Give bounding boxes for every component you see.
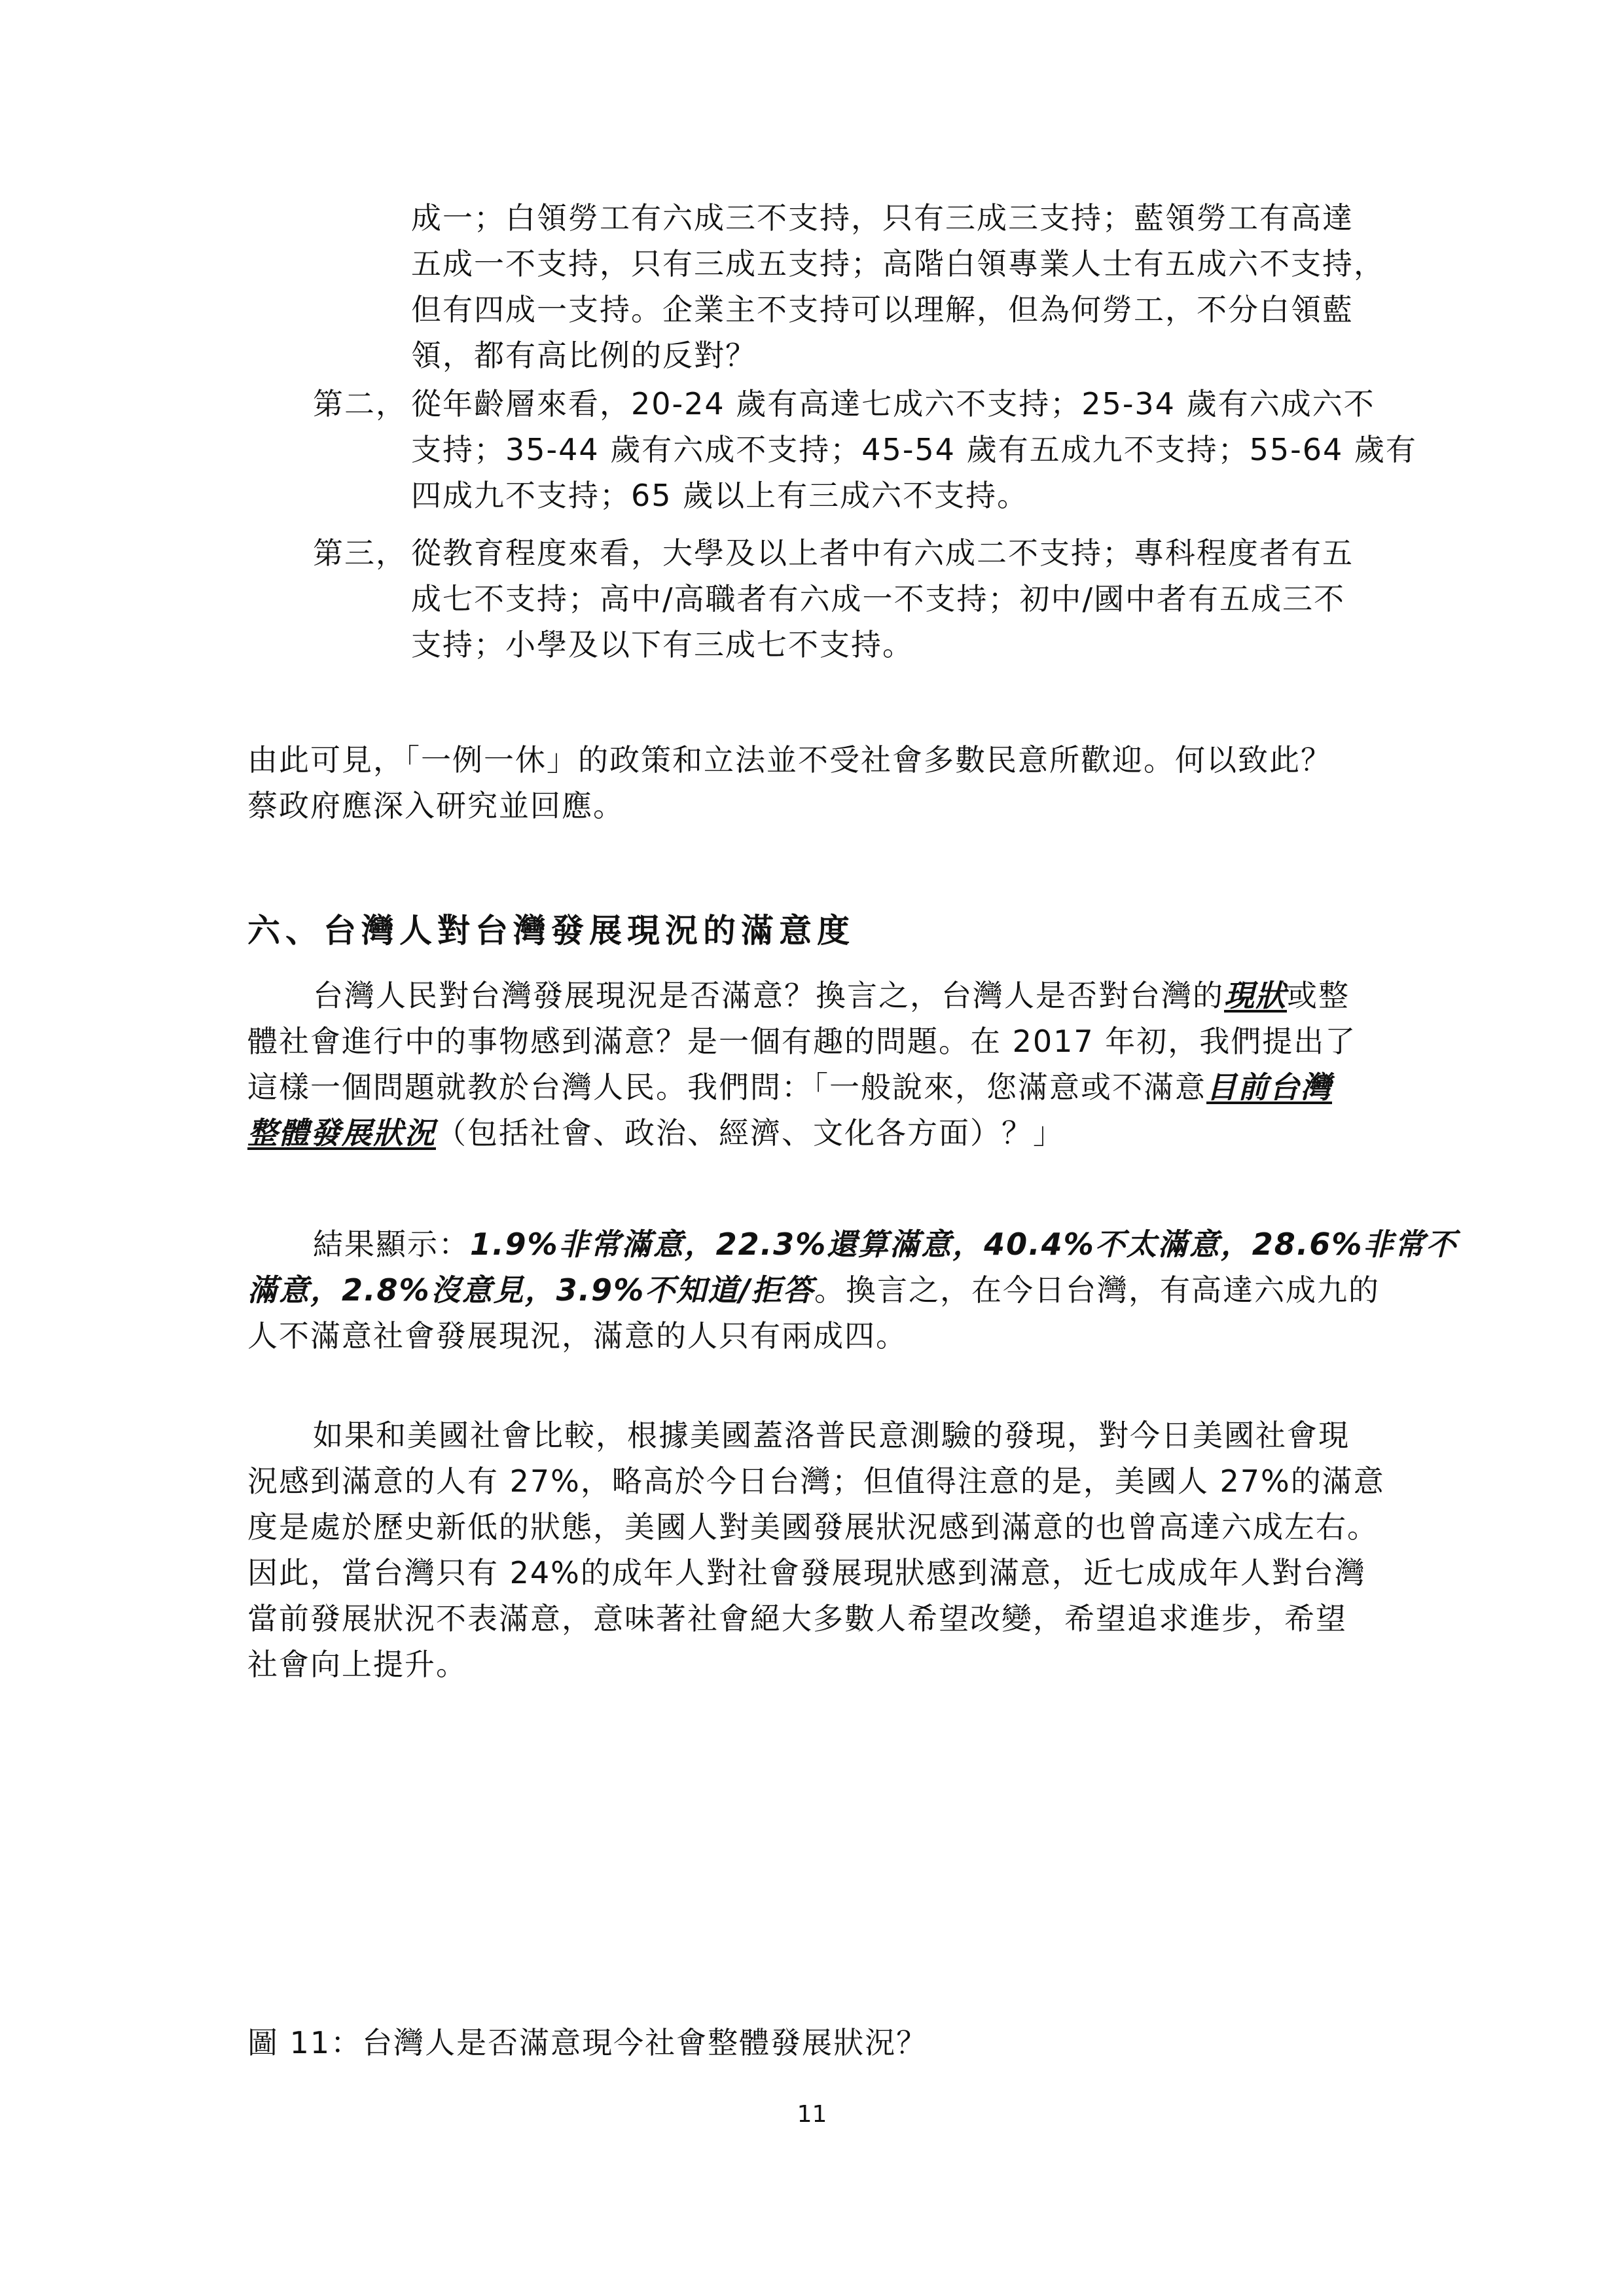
text-line — [313, 530, 1354, 576]
text-segment: 。換言之，在今日台灣，有高達六成九的 — [814, 1272, 1380, 1308]
list-item-continuation — [411, 195, 1385, 378]
text-segment: 從年齡層來看，20-24 歲有高達七成六不支持；25-34 歲有六成六不 — [411, 386, 1375, 422]
section-heading: 六、台灣人對台灣發展現況的滿意度 — [247, 912, 855, 950]
list-item-education — [313, 530, 1354, 668]
page-number: 11 — [797, 2101, 827, 2128]
comparison-paragraph — [247, 1412, 1385, 1687]
text-line — [247, 973, 1356, 1018]
emphasis-text: 目前台灣 — [1206, 1069, 1332, 1105]
text-line: 由此可見，「一例一休」的政策和立法並不受社會多數民意所歡迎。何以致此？ — [247, 742, 1332, 778]
text-segment: 從教育程度來看，大學及以上者中有六成二不支持；專科程度者有五 — [411, 535, 1354, 571]
text-line: 度是處於歷史新低的狀態，美國人對美國發展狀況感到滿意的也曾高達六成左右。 — [247, 1509, 1379, 1545]
text-segment: 結果顯示： — [313, 1227, 470, 1262]
list-item-label: 第三， — [313, 535, 407, 571]
text-line — [247, 1267, 1457, 1313]
text-line: 領，都有高比例的反對？ — [411, 338, 757, 373]
figure-caption: 圖 11：台灣人是否滿意現今社會整體發展狀況？ — [247, 2025, 928, 2060]
text-line — [247, 1110, 1356, 1156]
emphasis-text: 滿意，2.8%沒意見，3.9%不知道/拒答 — [247, 1272, 814, 1308]
text-line: 當前發展狀況不表滿意，意味著社會絕大多數人希望改變，希望追求進步，希望 — [247, 1601, 1347, 1636]
text-line: 支持；小學及以下有三成七不支持。 — [411, 627, 914, 662]
text-segment: 這樣一個問題就教於台灣人民。我們問：「一般說來，您滿意或不滿意 — [247, 1069, 1206, 1105]
text-line — [313, 381, 1417, 427]
text-segment: （包括社會、政治、經濟、文化各方面）？」 — [436, 1115, 1064, 1151]
text-line: 支持；35-44 歲有六成不支持；45-54 歲有五成九不支持；55-64 歲有 — [411, 432, 1417, 467]
text-line: 因此，當台灣只有 24%的成年人對社會發展現狀感到滿意，近七成成年人對台灣 — [247, 1555, 1366, 1590]
text-line — [247, 1221, 1457, 1267]
text-line: 成一；白領勞工有六成三不支持，只有三成三支持；藍領勞工有高達 — [411, 200, 1354, 236]
emphasis-text: 整體發展狀況 — [247, 1115, 436, 1151]
text-segment: 台灣人民對台灣發展現況是否滿意？換言之，台灣人是否對台灣的 — [313, 978, 1224, 1013]
text-line: 社會向上提升。 — [247, 1647, 467, 1682]
text-line: 五成一不支持，只有三成五支持；高階白領專業人士有五成六不支持， — [411, 246, 1385, 281]
text-line: 體社會進行中的事物感到滿意？是一個有趣的問題。在 2017 年初，我們提出了 — [247, 1024, 1357, 1059]
intro-paragraph — [247, 973, 1356, 1156]
emphasis-text: 1.9%非常滿意，22.3%還算滿意，40.4%不太滿意，28.6%非常不 — [470, 1227, 1458, 1262]
list-item-label: 第二， — [313, 386, 407, 422]
text-line: 況感到滿意的人有 27%，略高於今日台灣；但值得注意的是，美國人 27%的滿意 — [247, 1463, 1385, 1499]
text-line: 人不滿意社會發展現況，滿意的人只有兩成四。 — [247, 1318, 907, 1354]
text-line: 但有四成一支持。企業主不支持可以理解，但為何勞工，不分白領藍 — [411, 292, 1354, 327]
list-item-age — [313, 381, 1417, 518]
text-segment: 或整 — [1287, 978, 1350, 1013]
emphasis-text: 現狀 — [1224, 978, 1287, 1013]
text-line: 成七不支持；高中/高職者有六成一不支持；初中/國中者有五成三不 — [411, 581, 1345, 617]
conclusion-paragraph — [247, 737, 1332, 829]
results-paragraph — [247, 1221, 1457, 1359]
text-line: 蔡政府應深入研究並回應。 — [247, 788, 624, 823]
text-line: 如果和美國社會比較，根據美國蓋洛普民意測驗的發現，對今日美國社會現 — [313, 1418, 1350, 1453]
text-line: 四成九不支持；65 歲以上有三成六不支持。 — [411, 478, 1029, 513]
text-line — [247, 1064, 1356, 1110]
